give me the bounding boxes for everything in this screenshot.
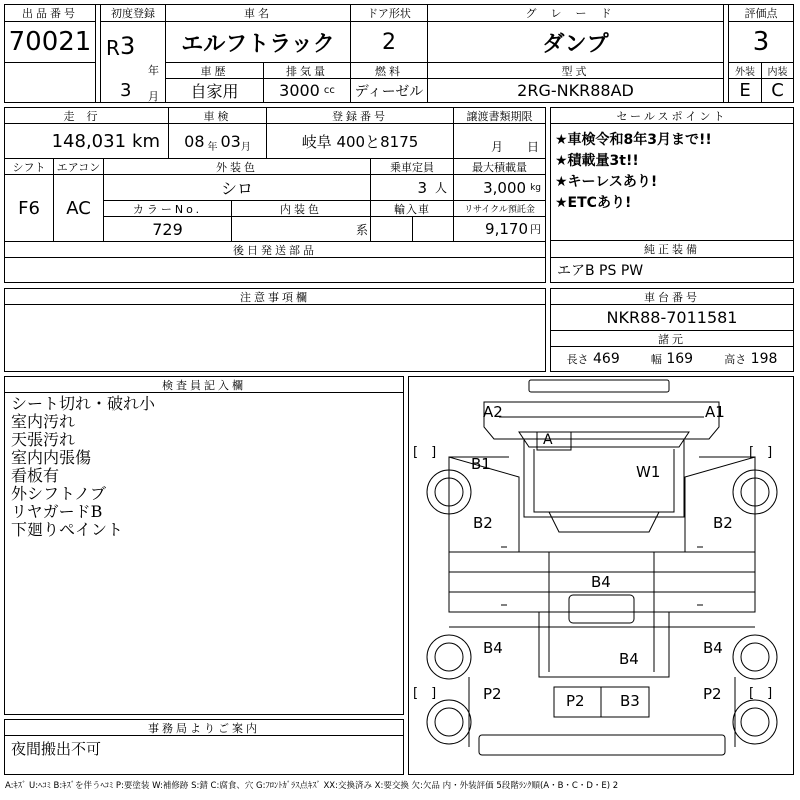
bracket-right-2: [ ]	[749, 686, 773, 701]
transfer-cell	[453, 123, 546, 159]
inspection-month: 03	[220, 131, 241, 151]
notes-box	[4, 304, 546, 372]
first-reg-month: 3	[120, 80, 132, 101]
displacement: 3000	[279, 81, 320, 100]
aircon: AC	[53, 174, 104, 242]
specs-header: 諸元	[550, 330, 794, 347]
exterior-header: 外装	[728, 62, 762, 79]
capacity-unit: 人	[434, 181, 447, 195]
max-load-unit: kg	[530, 182, 541, 193]
bracket-right-1: [ ]	[749, 445, 773, 460]
max-load-cell	[453, 174, 546, 201]
inspector-note-6: 外シフトノブ	[11, 484, 107, 503]
bracket-left-1: [ ]	[413, 445, 437, 460]
inspector-note-4: 室内内張傷	[11, 448, 92, 467]
width-value: 169	[666, 351, 694, 367]
aircon-header: エアコン	[53, 158, 104, 175]
recycle-value: 9,170	[485, 220, 528, 238]
height-label: 高さ	[724, 353, 747, 366]
sales-point-3: ★キーレスあり!	[555, 174, 658, 190]
car-name-header: 車名	[165, 4, 351, 22]
mark-a: A	[543, 432, 553, 448]
inspector-note-2: 室内汚れ	[11, 412, 76, 431]
mileage-value: 148,031	[51, 130, 127, 152]
lot-number-blank	[4, 62, 96, 103]
recycle-cell	[453, 216, 546, 242]
bracket-left-2: [ ]	[413, 686, 437, 701]
import-header: 輸入車	[370, 200, 454, 217]
mark-b4-right: B4	[703, 639, 723, 657]
first-reg-month-unit: 月	[148, 90, 159, 103]
mark-p2-center: P2	[566, 692, 585, 710]
later-parts-header: 後日発送部品	[4, 241, 546, 258]
first-reg-header: 初度登録	[100, 4, 166, 22]
ext-color: シロ	[103, 174, 371, 201]
capacity-header: 乗車定員	[370, 158, 454, 175]
inspection-header: 車検	[168, 107, 267, 124]
mark-b4-center: B4	[591, 573, 611, 591]
score: 3	[728, 21, 794, 63]
model-header: 型式	[427, 62, 724, 79]
shift: F6	[4, 174, 54, 242]
sales-point-2: ★積載量3t!!	[555, 153, 639, 169]
car-diagram	[408, 376, 794, 775]
mileage-unit: km	[132, 130, 160, 152]
first-reg-year-unit: 年	[148, 64, 159, 77]
inspector-note-1: シート切れ・破れ小	[11, 394, 156, 413]
chassis-header: 車台番号	[550, 288, 794, 305]
grade: ダンプ	[427, 21, 724, 63]
inspector-note-8: 下廻りペイント	[11, 520, 124, 539]
mileage-header: 走行	[4, 107, 169, 124]
inspection-month-unit: 月	[240, 141, 251, 153]
inspection-year-unit: 年	[207, 141, 218, 153]
interior-header: 内装	[761, 62, 794, 79]
inspector-header: 検査員記入欄	[4, 376, 404, 393]
lot-number-header: 出品番号	[4, 4, 96, 22]
office-note: 夜間搬出不可	[11, 740, 102, 758]
mileage-cell	[4, 123, 169, 159]
max-load-header: 最大積載量	[453, 158, 546, 175]
displacement-cell	[263, 78, 351, 103]
history: 自家用	[165, 78, 264, 103]
recycle-header: リサイクル預託金	[453, 200, 546, 217]
door-count: 2	[350, 21, 428, 63]
car-name: エルフトラック	[165, 21, 351, 63]
inspector-note-3: 天張汚れ	[11, 430, 76, 449]
registration-number: 岐阜 400と8175	[266, 123, 454, 159]
inspector-note-7: リヤガードB	[11, 502, 103, 521]
mark-b4-lower: B4	[619, 650, 639, 668]
genuine-equipment: エアB PS PW	[550, 257, 794, 283]
first-reg-year: 3	[120, 32, 136, 60]
shift-header: シフト	[4, 158, 54, 175]
mark-b1: B1	[471, 455, 491, 473]
inspector-note-5: 看板有	[11, 466, 60, 485]
exterior-grade: E	[728, 78, 762, 103]
width-label: 幅	[650, 353, 662, 366]
mark-p2-right: P2	[703, 685, 722, 703]
max-load-value: 3,000	[483, 178, 527, 197]
ext-color-header: 外装色	[103, 158, 371, 175]
sales-points-box	[550, 123, 794, 241]
capacity-value: 3	[417, 178, 427, 197]
int-color-suffix: 系	[355, 222, 368, 237]
lot-number: 70021	[4, 21, 96, 63]
chassis-number: NKR88-7011581	[550, 304, 794, 331]
int-color-header: 内装色	[231, 200, 371, 217]
model: 2RG-NKR88AD	[427, 78, 724, 103]
genuine-header: 純正装備	[550, 240, 794, 258]
int-color-cell	[231, 216, 371, 242]
interior-grade: C	[761, 78, 794, 103]
mark-b2-right: B2	[713, 514, 733, 532]
mark-a1: A1	[705, 403, 725, 421]
later-parts-box	[4, 257, 546, 283]
mark-b4-left: B4	[483, 639, 503, 657]
capacity-cell	[370, 174, 454, 201]
notes-header: 注意事項欄	[4, 288, 546, 305]
length-value: 469	[593, 351, 620, 367]
mark-p2-left: P2	[483, 685, 502, 703]
door-header: ドア形状	[350, 4, 428, 22]
sales-point-1: ★車検令和8年3月まで!!	[555, 132, 712, 148]
fuel: ディーゼル	[350, 78, 428, 103]
sales-point-4: ★ETCあり!	[555, 195, 632, 211]
color-no: 729	[103, 216, 232, 242]
transfer-month-unit: 月	[490, 139, 503, 154]
import-left	[370, 216, 413, 242]
mark-a2: A2	[483, 403, 503, 421]
specs-cell	[550, 346, 794, 372]
mark-w1: W1	[636, 463, 661, 481]
history-header: 車歴	[165, 62, 264, 79]
legend: A:ｷｽﾞ U:ﾍｺﾐ B:ｷｽﾞを伴うﾍｺﾐ P:要塗装 W:補修跡 S:錆 C:腐食、穴 G:ﾌﾛﾝﾄｶﾞﾗｽ点ｷｽﾞ XX:交換済み X:要交換 欠:欠品 内・外装評価 5段階ﾗﾝｸ順(A・B・C・D・E) 2	[5, 781, 619, 791]
height-value: 198	[750, 351, 778, 367]
score-header: 評価点	[728, 4, 794, 22]
displacement-unit: cc	[323, 85, 335, 96]
displacement-header: 排気量	[263, 62, 351, 79]
registration-header: 登録番号	[266, 107, 454, 124]
length-label: 長さ	[566, 353, 589, 366]
first-reg-era: R	[106, 36, 120, 60]
transfer-day-unit: 日	[526, 139, 539, 154]
inspector-notes-box	[4, 392, 404, 715]
inspection-cell	[168, 123, 267, 159]
office-header: 事務局よりご案内	[4, 719, 404, 736]
transfer-header: 譲渡書類期限	[453, 107, 546, 124]
office-box	[4, 735, 404, 775]
import-right	[412, 216, 454, 242]
sales-points-header: セールスポイント	[550, 107, 794, 124]
recycle-unit: 円	[530, 223, 541, 236]
fuel-header: 燃料	[350, 62, 428, 79]
color-no-header: カラーNo.	[103, 200, 232, 217]
mark-b3: B3	[620, 692, 640, 710]
mark-b2-left: B2	[473, 514, 493, 532]
grade-header: グレード	[427, 4, 724, 22]
inspection-year: 08	[184, 131, 205, 151]
